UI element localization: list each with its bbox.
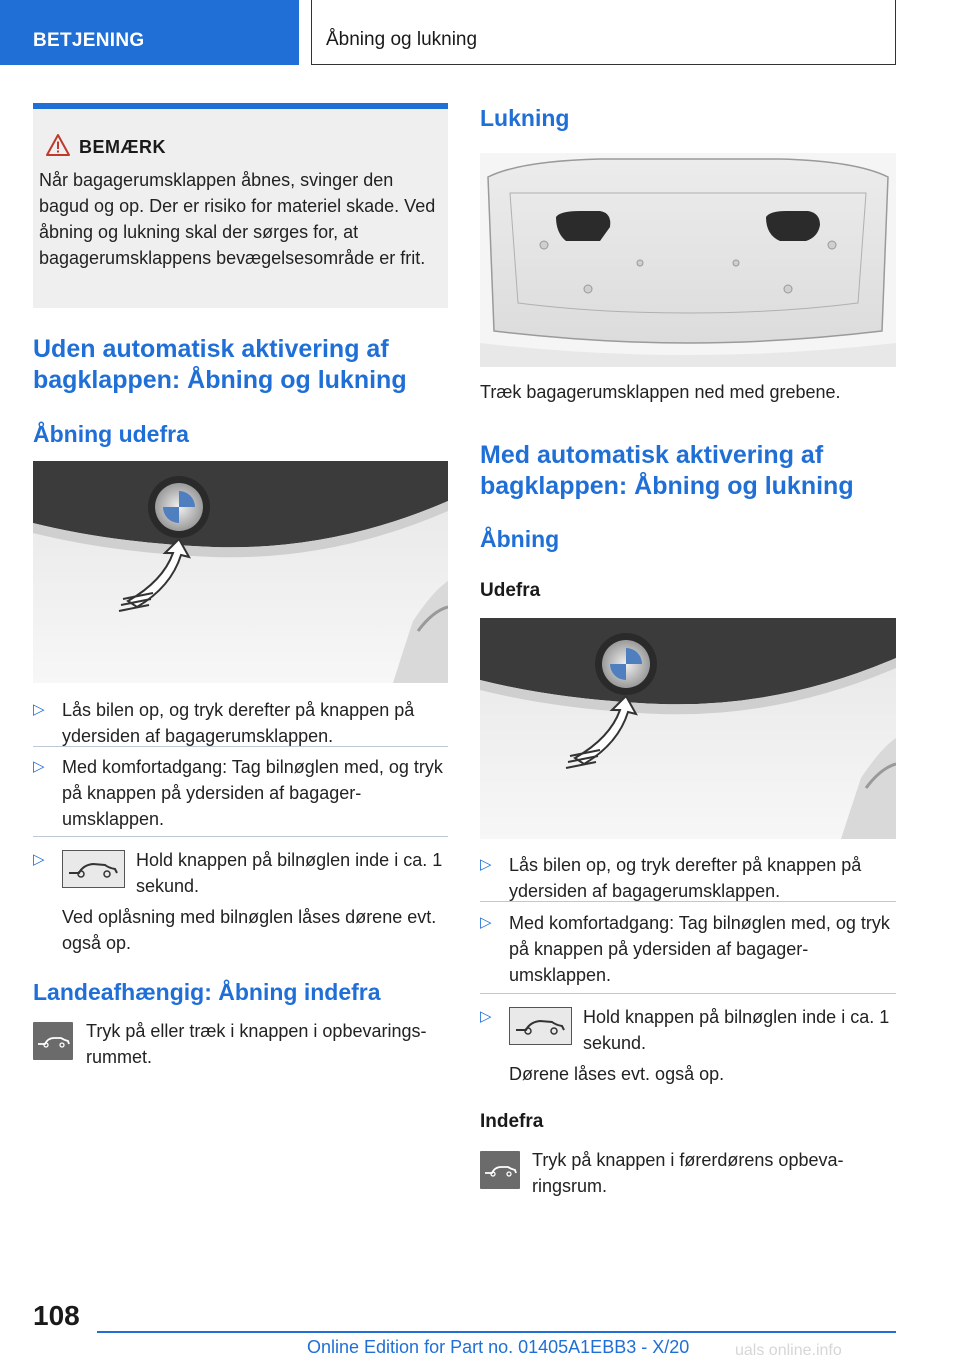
section-tab <box>0 0 299 65</box>
subheading-open-outside: Åbning udefra <box>33 421 189 447</box>
section-heading-manual: Uden automatisk aktivering af bagklappen: Åbning og lukning <box>33 335 407 394</box>
tailgate-button-icon <box>33 1022 73 1060</box>
page-header <box>311 0 896 65</box>
paragraph: Tryk på eller træk i knappen i opbevaringsrummet. <box>86 1021 427 1067</box>
divider <box>480 993 896 994</box>
divider <box>480 901 896 902</box>
subheading-outside: Udefra <box>480 580 541 601</box>
bullet-triangle-icon: ▷ <box>33 851 45 868</box>
tailgate-button-photo <box>480 618 896 839</box>
subheading-closing: Lukning <box>480 105 570 131</box>
car-key-tailgate-icon <box>509 1007 572 1045</box>
tailgate-inside-photo <box>480 153 896 367</box>
bullet-triangle-icon: ▷ <box>480 856 492 873</box>
divider <box>33 836 448 837</box>
bullet-triangle-icon: ▷ <box>480 914 492 931</box>
note-text: Når bagagerumsklappen åbnes, svinger den bagud og op. Der er risiko for materiel skade. Ved åbning og lukning skal der sørges for, at bagagerumsklappens bevægelsesområde er frit. <box>39 170 436 268</box>
warning-icon <box>45 133 71 157</box>
paragraph: Ved oplåsning med bilnøglen låses dørene evt. også op. <box>62 907 437 953</box>
watermark: uals online.info <box>735 1342 842 1359</box>
warning-note <box>33 103 448 308</box>
bullet-triangle-icon: ▷ <box>33 758 45 775</box>
paragraph: Dørene låses evt. også op. <box>509 1064 725 1084</box>
note-title: BEMÆRK <box>79 137 166 157</box>
bullet-triangle-icon: ▷ <box>33 701 45 718</box>
page-title: Åbning og lukning <box>326 29 478 50</box>
tailgate-button-icon <box>480 1151 520 1189</box>
footer-rule <box>97 1331 896 1333</box>
paragraph: Tryk på knappen i førerdørens opbevaringsrum. <box>532 1150 844 1196</box>
subheading-opening: Åbning <box>480 526 560 552</box>
footer-edition: Online Edition for Part no. 01405A1EBB3 - X/20 <box>307 1337 690 1357</box>
paragraph: Træk bagagerumsklappen ned med grebene. <box>480 382 841 402</box>
subheading-open-inside: Landeafhængig: Åbning indefra <box>33 979 381 1005</box>
section-label: BETJENING <box>33 30 145 51</box>
subheading-inside: Indefra <box>480 1111 544 1132</box>
section-heading-auto: Med automatisk aktivering af bagklappen: Åbning og lukning <box>480 441 854 500</box>
page-number: 108 <box>33 1300 80 1331</box>
car-key-tailgate-icon <box>62 850 125 888</box>
divider <box>33 746 448 747</box>
tailgate-button-photo <box>33 461 448 683</box>
bullet-triangle-icon: ▷ <box>480 1008 492 1025</box>
